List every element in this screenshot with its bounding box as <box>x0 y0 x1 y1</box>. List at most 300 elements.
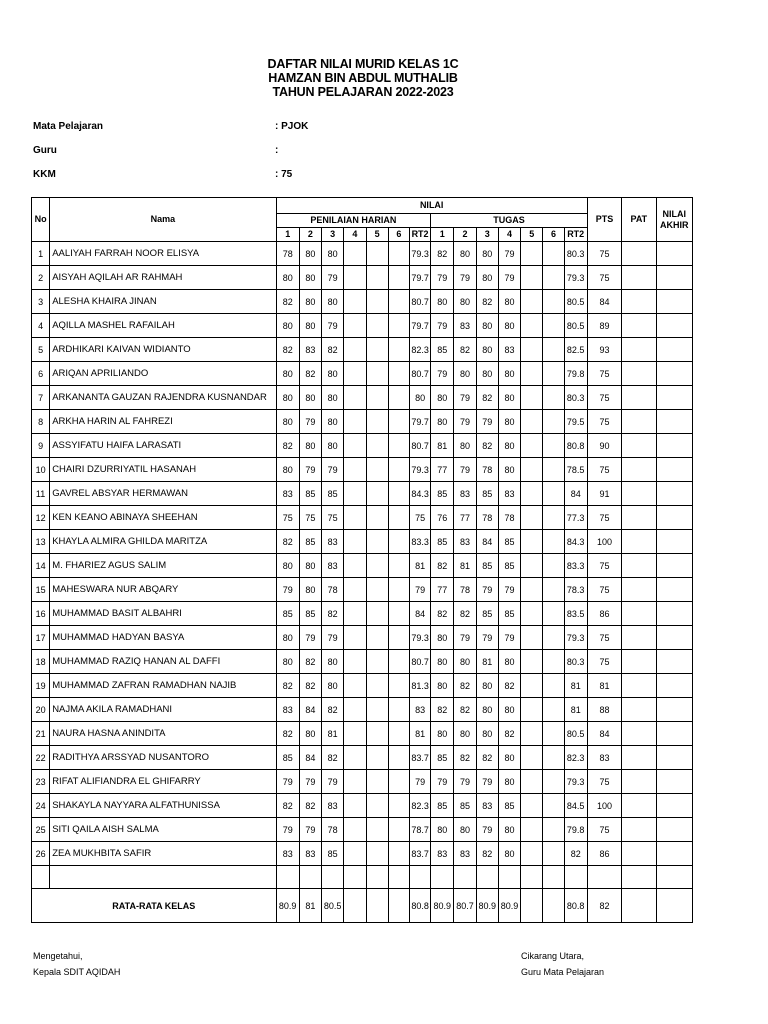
pts-score: 84 <box>587 290 621 314</box>
tugas-score-4: 79 <box>498 266 520 290</box>
row-name: NAJMA AKILA RAMADHANI <box>50 698 276 722</box>
ph-score-1: 80 <box>276 362 299 386</box>
tugas-score-3: 79 <box>476 818 498 842</box>
tugas-score-4: 80 <box>498 746 520 770</box>
ph-average: 79 <box>409 578 430 602</box>
row-name: ARKHA HARIN AL FAHREZI <box>50 410 276 434</box>
tugas-score-6 <box>543 362 564 386</box>
tugas-score-3: 85 <box>476 602 498 626</box>
tugas-score-1: 77 <box>431 578 454 602</box>
ph-score-6 <box>388 434 409 458</box>
tugas-score-3: 85 <box>476 482 498 506</box>
avg-tugas-2: 80.7 <box>454 889 476 923</box>
avg-tugas-4: 80.9 <box>498 889 520 923</box>
tugas-score-3: 80 <box>476 266 498 290</box>
avg-tugas-5 <box>521 889 543 923</box>
tugas-score-4: 80 <box>498 458 520 482</box>
final-score <box>656 314 692 338</box>
table-row <box>32 266 693 290</box>
tugas-average: 82.3 <box>564 746 587 770</box>
pts-score: 90 <box>587 434 621 458</box>
final-score <box>656 386 692 410</box>
row-no: 26 <box>32 842 50 866</box>
tugas-score-6 <box>543 722 564 746</box>
table-row <box>32 794 693 818</box>
tugas-score-5 <box>521 386 543 410</box>
table-row <box>32 362 693 386</box>
ph-score-6 <box>388 506 409 530</box>
ph-average: 84.3 <box>409 482 430 506</box>
row-no: 7 <box>32 386 50 410</box>
tugas-average: 80.3 <box>564 386 587 410</box>
row-name: ARIQAN APRILIANDO <box>50 362 276 386</box>
ph-score-6 <box>388 818 409 842</box>
ph-score-5 <box>366 602 388 626</box>
row-name: MUHAMMAD RAZIQ HANAN AL DAFFI <box>50 650 276 674</box>
tugas-score-2: 82 <box>454 746 476 770</box>
ph-score-4 <box>344 746 366 770</box>
row-no: 22 <box>32 746 50 770</box>
final-score <box>656 626 692 650</box>
row-name: AALIYAH FARRAH NOOR ELISYA <box>50 242 276 266</box>
ph-score-4 <box>344 362 366 386</box>
tugas-score-5 <box>521 290 543 314</box>
pts-score: 75 <box>587 386 621 410</box>
row-no: 16 <box>32 602 50 626</box>
subheader-ph-4: 4 <box>344 228 366 242</box>
tugas-score-5 <box>521 650 543 674</box>
tugas-average: 84 <box>564 482 587 506</box>
row-no: 21 <box>32 722 50 746</box>
ph-score-3: 78 <box>322 578 344 602</box>
table-row <box>32 410 693 434</box>
row-no: 12 <box>32 506 50 530</box>
ph-average: 81 <box>409 554 430 578</box>
ph-score-5 <box>366 722 388 746</box>
tugas-score-2: 80 <box>454 818 476 842</box>
ph-score-6 <box>388 458 409 482</box>
row-no: 1 <box>32 242 50 266</box>
ph-score-2: 82 <box>299 362 321 386</box>
tugas-score-5 <box>521 506 543 530</box>
ph-score-2: 80 <box>299 554 321 578</box>
ph-score-5 <box>366 530 388 554</box>
tugas-score-1: 85 <box>431 338 454 362</box>
subheader-tg-2: 2 <box>454 228 476 242</box>
pts-score: 75 <box>587 242 621 266</box>
tugas-average: 84.3 <box>564 530 587 554</box>
tugas-score-1: 82 <box>431 602 454 626</box>
tugas-score-2: 81 <box>454 554 476 578</box>
tugas-score-3: 84 <box>476 530 498 554</box>
ph-score-2: 82 <box>299 794 321 818</box>
ph-average: 83.7 <box>409 746 430 770</box>
pts-score: 81 <box>587 674 621 698</box>
row-no: 6 <box>32 362 50 386</box>
ph-score-3: 82 <box>322 746 344 770</box>
ph-score-5 <box>366 386 388 410</box>
ph-score-3: 80 <box>322 434 344 458</box>
tugas-score-6 <box>543 578 564 602</box>
pat-score <box>622 434 656 458</box>
table-row <box>32 290 693 314</box>
tugas-score-2: 82 <box>454 698 476 722</box>
row-no: 24 <box>32 794 50 818</box>
ph-score-3: 79 <box>322 770 344 794</box>
ph-average: 80.7 <box>409 290 430 314</box>
tugas-average: 79.3 <box>564 266 587 290</box>
ph-score-1: 83 <box>276 842 299 866</box>
tugas-score-2: 80 <box>454 722 476 746</box>
ph-score-6 <box>388 266 409 290</box>
tugas-score-5 <box>521 554 543 578</box>
table-row <box>32 842 693 866</box>
subject-label: Mata Pelajaran <box>33 121 104 132</box>
tugas-score-5 <box>521 626 543 650</box>
final-score <box>656 674 692 698</box>
row-no: 2 <box>32 266 50 290</box>
tugas-score-4: 78 <box>498 506 520 530</box>
tugas-score-4: 80 <box>498 314 520 338</box>
ph-score-5 <box>366 650 388 674</box>
ph-score-6 <box>388 698 409 722</box>
ph-score-4 <box>344 242 366 266</box>
tugas-score-2: 83 <box>454 314 476 338</box>
ph-average: 80.7 <box>409 650 430 674</box>
subheader-tg-3: 3 <box>476 228 498 242</box>
ph-score-2: 80 <box>299 266 321 290</box>
ph-score-2: 82 <box>299 674 321 698</box>
tugas-score-5 <box>521 794 543 818</box>
ph-score-1: 82 <box>276 794 299 818</box>
final-score <box>656 842 692 866</box>
tugas-score-3: 83 <box>476 794 498 818</box>
row-name: CHAIRI DZURRIYATIL HASANAH <box>50 458 276 482</box>
avg-ph-rt: 80.8 <box>409 889 430 923</box>
ph-average: 79 <box>409 770 430 794</box>
ph-score-1: 82 <box>276 530 299 554</box>
tugas-score-3: 81 <box>476 650 498 674</box>
pat-score <box>622 410 656 434</box>
tugas-average: 80.5 <box>564 314 587 338</box>
ph-score-6 <box>388 554 409 578</box>
tugas-score-3: 80 <box>476 698 498 722</box>
tugas-score-2: 82 <box>454 674 476 698</box>
ph-average: 79.3 <box>409 626 430 650</box>
ph-average: 81 <box>409 722 430 746</box>
tugas-score-6 <box>543 530 564 554</box>
ph-average: 80.7 <box>409 362 430 386</box>
final-score <box>656 506 692 530</box>
ph-score-2: 80 <box>299 242 321 266</box>
row-name: KEN KEANO ABINAYA SHEEHAN <box>50 506 276 530</box>
avg-tugas-3: 80.9 <box>476 889 498 923</box>
ph-score-1: 78 <box>276 242 299 266</box>
tugas-score-4: 80 <box>498 650 520 674</box>
ph-score-2: 80 <box>299 290 321 314</box>
tugas-score-2: 80 <box>454 434 476 458</box>
tugas-score-6 <box>543 410 564 434</box>
tugas-average: 80.3 <box>564 242 587 266</box>
row-no: 13 <box>32 530 50 554</box>
header-tugas: TUGAS <box>431 214 588 228</box>
avg-ph-2: 81 <box>299 889 321 923</box>
row-name: M. FHARIEZ AGUS SALIM <box>50 554 276 578</box>
ph-average: 79.7 <box>409 314 430 338</box>
tugas-score-3: 80 <box>476 338 498 362</box>
ph-score-3: 83 <box>322 794 344 818</box>
ph-score-1: 82 <box>276 674 299 698</box>
tugas-score-4: 80 <box>498 698 520 722</box>
empty-cell <box>498 866 520 889</box>
empty-cell <box>276 866 299 889</box>
pat-score <box>622 386 656 410</box>
tugas-score-1: 85 <box>431 746 454 770</box>
avg-ph-6 <box>388 889 409 923</box>
subheader-ph-2: 2 <box>299 228 321 242</box>
tugas-score-4: 79 <box>498 578 520 602</box>
pat-score <box>622 674 656 698</box>
tugas-score-3: 78 <box>476 506 498 530</box>
ph-score-2: 82 <box>299 650 321 674</box>
ph-score-4 <box>344 722 366 746</box>
tugas-score-2: 80 <box>454 290 476 314</box>
tugas-average: 80.8 <box>564 434 587 458</box>
pat-score <box>622 458 656 482</box>
pts-score: 75 <box>587 578 621 602</box>
final-score <box>656 770 692 794</box>
tugas-score-1: 79 <box>431 314 454 338</box>
grades-table <box>31 197 693 923</box>
row-no: 18 <box>32 650 50 674</box>
tugas-score-5 <box>521 266 543 290</box>
tugas-score-1: 79 <box>431 266 454 290</box>
ph-average: 79.7 <box>409 410 430 434</box>
empty-cell <box>431 866 454 889</box>
row-no: 10 <box>32 458 50 482</box>
tugas-score-2: 80 <box>454 362 476 386</box>
header-penilaian-harian: PENILAIAN HARIAN <box>276 214 431 228</box>
final-score <box>656 290 692 314</box>
tugas-score-2: 83 <box>454 530 476 554</box>
ph-score-1: 83 <box>276 698 299 722</box>
empty-cell <box>587 866 621 889</box>
pts-score: 86 <box>587 602 621 626</box>
ph-score-1: 80 <box>276 650 299 674</box>
tugas-score-2: 80 <box>454 650 476 674</box>
tugas-score-1: 80 <box>431 674 454 698</box>
ph-score-5 <box>366 506 388 530</box>
ph-score-2: 80 <box>299 314 321 338</box>
ph-average: 83.3 <box>409 530 430 554</box>
empty-cell <box>622 866 656 889</box>
ph-average: 84 <box>409 602 430 626</box>
tugas-score-5 <box>521 458 543 482</box>
tugas-score-1: 80 <box>431 818 454 842</box>
subheader-ph-5: 5 <box>366 228 388 242</box>
ph-score-6 <box>388 602 409 626</box>
pts-score: 75 <box>587 362 621 386</box>
ph-score-6 <box>388 410 409 434</box>
ph-score-6 <box>388 338 409 362</box>
tugas-average: 82.5 <box>564 338 587 362</box>
tugas-average: 84.5 <box>564 794 587 818</box>
pat-score <box>622 842 656 866</box>
ph-score-2: 80 <box>299 578 321 602</box>
tugas-score-1: 85 <box>431 530 454 554</box>
table-row <box>32 554 693 578</box>
ph-score-4 <box>344 386 366 410</box>
tugas-score-5 <box>521 434 543 458</box>
tugas-score-5 <box>521 314 543 338</box>
table-row <box>32 242 693 266</box>
tugas-score-5 <box>521 242 543 266</box>
ph-score-6 <box>388 314 409 338</box>
ph-average: 83 <box>409 698 430 722</box>
ph-score-2: 83 <box>299 338 321 362</box>
tugas-score-1: 83 <box>431 842 454 866</box>
subheader-tg-1: 1 <box>431 228 454 242</box>
tugas-score-4: 85 <box>498 602 520 626</box>
ph-score-5 <box>366 818 388 842</box>
teacher-value: : <box>275 145 279 156</box>
tugas-score-1: 80 <box>431 722 454 746</box>
tugas-score-1: 80 <box>431 410 454 434</box>
pts-score: 75 <box>587 458 621 482</box>
pat-score <box>622 338 656 362</box>
ph-score-4 <box>344 266 366 290</box>
tugas-score-6 <box>543 386 564 410</box>
row-no: 23 <box>32 770 50 794</box>
row-name: MUHAMMAD ZAFRAN RAMADHAN NAJIB <box>50 674 276 698</box>
table-row <box>32 314 693 338</box>
ph-score-2: 85 <box>299 602 321 626</box>
tugas-score-6 <box>543 434 564 458</box>
avg-ph-5 <box>366 889 388 923</box>
subheader-ph-7: RT2 <box>409 228 430 242</box>
final-score <box>656 818 692 842</box>
tugas-score-6 <box>543 506 564 530</box>
avg-tugas-rt: 80.8 <box>564 889 587 923</box>
tugas-score-5 <box>521 842 543 866</box>
tugas-score-3: 82 <box>476 290 498 314</box>
final-score <box>656 266 692 290</box>
ph-score-3: 85 <box>322 482 344 506</box>
tugas-score-1: 77 <box>431 458 454 482</box>
ph-average: 79.7 <box>409 266 430 290</box>
ph-score-3: 83 <box>322 554 344 578</box>
header-pat: PAT <box>622 198 656 242</box>
tugas-score-4: 83 <box>498 482 520 506</box>
ph-score-5 <box>366 698 388 722</box>
ph-average: 83.7 <box>409 842 430 866</box>
class-average-label: RATA-RATA KELAS <box>32 889 277 923</box>
pat-score <box>622 602 656 626</box>
tugas-score-5 <box>521 698 543 722</box>
ph-score-3: 80 <box>322 290 344 314</box>
tugas-score-5 <box>521 674 543 698</box>
ph-score-5 <box>366 458 388 482</box>
ph-score-2: 84 <box>299 698 321 722</box>
tugas-score-4: 82 <box>498 722 520 746</box>
final-score <box>656 578 692 602</box>
ph-average: 75 <box>409 506 430 530</box>
final-score <box>656 338 692 362</box>
tugas-score-6 <box>543 602 564 626</box>
header-nilai-akhir: NILAI AKHIR <box>656 198 692 242</box>
subheader-tg-7: RT2 <box>564 228 587 242</box>
tugas-score-2: 80 <box>454 242 476 266</box>
table-row <box>32 386 693 410</box>
row-no: 3 <box>32 290 50 314</box>
tugas-score-3: 82 <box>476 386 498 410</box>
ph-average: 79.3 <box>409 242 430 266</box>
tugas-score-5 <box>521 722 543 746</box>
tugas-score-6 <box>543 818 564 842</box>
ph-score-2: 75 <box>299 506 321 530</box>
ph-score-1: 79 <box>276 770 299 794</box>
header-pts: PTS <box>587 198 621 242</box>
tugas-score-6 <box>543 482 564 506</box>
row-no: 15 <box>32 578 50 602</box>
pts-score: 100 <box>587 530 621 554</box>
tugas-average: 79.3 <box>564 770 587 794</box>
ph-score-5 <box>366 842 388 866</box>
row-name: KHAYLA ALMIRA GHILDA MARITZA <box>50 530 276 554</box>
ph-score-1: 83 <box>276 482 299 506</box>
ph-score-1: 80 <box>276 554 299 578</box>
tugas-score-4: 82 <box>498 674 520 698</box>
row-name: RIFAT ALIFIANDRA EL GHIFARRY <box>50 770 276 794</box>
final-score <box>656 554 692 578</box>
subject-value: : PJOK <box>275 121 309 132</box>
header-name: Nama <box>50 198 276 242</box>
tugas-score-1: 85 <box>431 482 454 506</box>
ph-score-4 <box>344 314 366 338</box>
pts-score: 89 <box>587 314 621 338</box>
tugas-score-5 <box>521 338 543 362</box>
tugas-score-4: 85 <box>498 530 520 554</box>
pat-score <box>622 770 656 794</box>
tugas-score-2: 77 <box>454 506 476 530</box>
tugas-score-2: 79 <box>454 458 476 482</box>
row-name: ASSYIFATU HAIFA LARASATI <box>50 434 276 458</box>
footer-right-1: Cikarang Utara, <box>521 951 585 961</box>
pat-score <box>622 650 656 674</box>
tugas-score-4: 80 <box>498 770 520 794</box>
teacher-label: Guru <box>33 145 57 156</box>
tugas-score-6 <box>543 626 564 650</box>
pts-score: 75 <box>587 770 621 794</box>
ph-score-6 <box>388 578 409 602</box>
ph-score-4 <box>344 410 366 434</box>
ph-average: 80 <box>409 386 430 410</box>
table-row <box>32 458 693 482</box>
tugas-score-5 <box>521 746 543 770</box>
ph-score-3: 82 <box>322 602 344 626</box>
pat-score <box>622 746 656 770</box>
tugas-score-6 <box>543 698 564 722</box>
tugas-score-2: 79 <box>454 770 476 794</box>
ph-score-5 <box>366 482 388 506</box>
final-score <box>656 434 692 458</box>
pts-score: 75 <box>587 554 621 578</box>
pat-score <box>622 578 656 602</box>
pat-score <box>622 314 656 338</box>
empty-row <box>32 866 693 889</box>
ph-score-3: 83 <box>322 530 344 554</box>
pat-score <box>622 482 656 506</box>
